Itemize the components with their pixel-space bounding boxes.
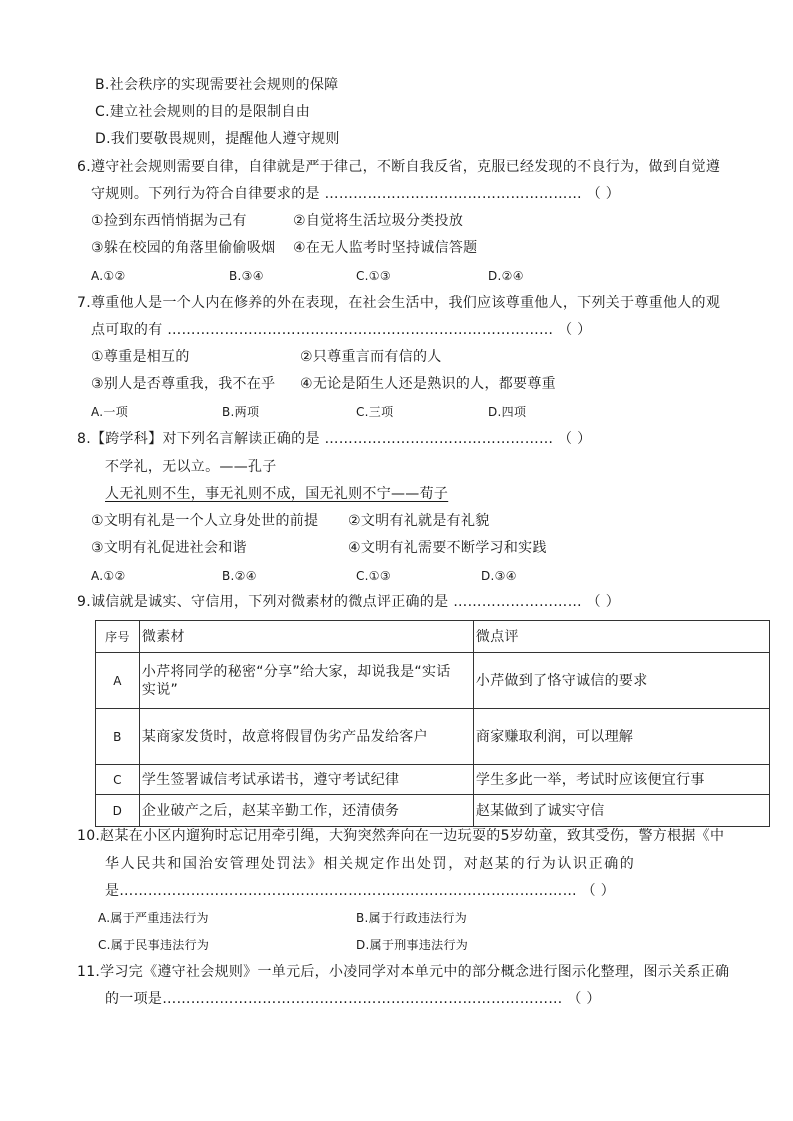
q6-statement-2: ②自觉将生活垃圾分类投放 [293, 213, 464, 229]
q8-choice-c: C.①③ [356, 569, 391, 583]
row-material-line1: 小芹将同学的秘密“分享”给大家，却说我是“实话 [141, 663, 451, 680]
q5-option-d: D.我们要敬畏规则，提醒他人遵守规则 [95, 131, 340, 147]
row-material [139, 653, 473, 709]
table-row [96, 795, 770, 827]
row-comment: 小芹做到了恪守诚信的要求 [473, 653, 769, 709]
q8-statement-4: ④文明有礼需要不断学习和实践 [348, 540, 547, 556]
q6-stem-line2: 守规则。下列行为符合自律要求的是 ……………………………………………… （ ） [91, 186, 621, 202]
q10-choice-c: C.属于民事违法行为 [98, 938, 210, 952]
q5-option-c: C.建立社会规则的目的是限制自由 [95, 104, 311, 120]
q7-statement-4: ④无论是陌生人还是熟识的人，都要尊重 [300, 376, 556, 392]
q8-statement-2: ②文明有礼就是有礼貌 [348, 513, 490, 529]
header-number: 序号 [96, 621, 140, 653]
row-comment: 商家赚取利润，可以理解 [473, 709, 769, 765]
q9-table [95, 620, 770, 827]
q8-statement-1: ①文明有礼是一个人立身处世的前提 [91, 513, 319, 529]
q7-statement-1: ①尊重是相互的 [91, 349, 190, 365]
q6-choice-c: C.①③ [356, 269, 391, 283]
q6-choice-d: D.②④ [488, 269, 524, 283]
q5-option-b: B.社会秩序的实现需要社会规则的保障 [95, 77, 339, 93]
table-row [96, 709, 770, 765]
q8-quote-confucius: 不学礼，无以立。——孔子 [105, 459, 277, 475]
q8-statement-3: ③文明有礼促进社会和谐 [91, 540, 247, 556]
header-material: 微素材 [139, 621, 473, 653]
q6-statement-4: ④在无人监考时坚持诚信答题 [293, 240, 478, 256]
q7-stem-line1: 7.尊重他人是一个人内在修养的外在表现，在社会生活中，我们应该尊重他人，下列关于尊重他人的观 [77, 295, 721, 311]
row-id: A [96, 653, 140, 709]
q7-statement-3: ③别人是否尊重我，我不在乎 [91, 376, 276, 392]
q9-stem: 9.诚信就是诚实、守信用，下列对微素材的微点评正确的是 ……………………… （ ） [77, 594, 621, 610]
q7-statement-2: ②只尊重言而有信的人 [300, 349, 442, 365]
q7-stem-line2: 点可取的有 ……………………………………………………………………… （ ） [91, 322, 592, 338]
q8-stem: 8.【跨学科】对下列名言解读正确的是 ………………………………………… （ ） [77, 431, 592, 447]
q10-choice-b: B.属于行政违法行为 [356, 911, 468, 925]
q10-stem-line3: 是…………………………………………………………………………………… （ ） [105, 883, 615, 899]
row-comment: 学生多此一举，考试时应该便宜行事 [473, 765, 769, 795]
q10-stem-line1: 10.赵某在小区内遛狗时忘记用牵引绳，大狗突然奔向在一边玩耍的5岁幼童，致其受伤，警方根据《中 [77, 828, 725, 844]
q10-choice-a: A.属于严重违法行为 [98, 911, 209, 925]
row-id: D [96, 795, 140, 827]
q7-choice-b: B.两项 [222, 405, 260, 419]
row-material: 企业破产之后，赵某辛勤工作，还清债务 [139, 795, 473, 827]
q7-choice-a: A.一项 [91, 405, 129, 419]
row-id: B [96, 709, 140, 765]
q10-choice-d: D.属于刑事违法行为 [356, 938, 469, 952]
row-comment: 赵某做到了诚实守信 [473, 795, 769, 827]
q8-choice-a: A.①② [91, 569, 126, 583]
row-material-line2: 实说” [141, 681, 179, 698]
q9-table-header-row [96, 621, 770, 653]
row-id: C [96, 765, 140, 795]
row-material: 某商家发货时，故意将假冒伪劣产品发给客户 [139, 709, 473, 765]
q6-choice-b: B.③④ [229, 269, 264, 283]
q7-choice-c: C.三项 [356, 405, 394, 419]
table-row [96, 765, 770, 795]
q8-quote-xunzi: 人无礼则不生，事无礼则不成，国无礼则不宁——荀子 [105, 486, 449, 502]
q7-choice-d: D.四项 [488, 405, 527, 419]
table-row [96, 653, 770, 709]
q10-stem-line2: 华人民共和国治安管理处罚法》相关规定作出处罚，对赵某的行为认识正确的 [105, 856, 636, 872]
q6-statement-1: ①捡到东西悄悄据为己有 [91, 213, 247, 229]
row-material: 学生签署诚信考试承诺书，遵守考试纪律 [139, 765, 473, 795]
q6-stem-line1: 6.遵守社会规则需要自律，自律就是严于律己，不断自我反省，克服已经发现的不良行为，做到自觉遵 [77, 159, 721, 175]
q6-choice-a: A.①② [91, 269, 126, 283]
header-comment: 微点评 [473, 621, 769, 653]
q6-statement-3: ③躲在校园的角落里偷偷吸烟 [91, 240, 276, 256]
q11-stem-line1: 11.学习完《遵守社会规则》一单元后，小凌同学对本单元中的部分概念进行图示化整理，图示关系正确 [77, 964, 730, 980]
q11-stem-line2: 的一项是………………………………………………………………………… （ ） [105, 991, 601, 1007]
q8-choice-d: D.③④ [481, 569, 517, 583]
q8-choice-b: B.②④ [222, 569, 257, 583]
